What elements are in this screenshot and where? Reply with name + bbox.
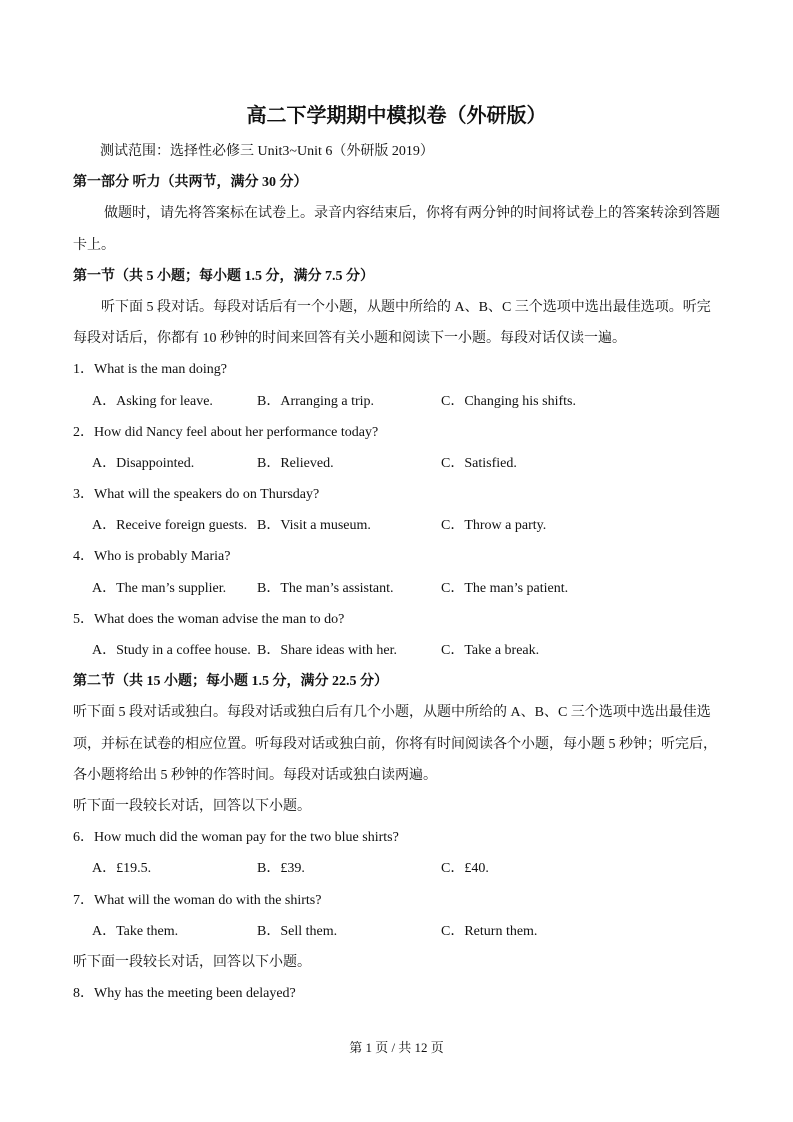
- question-7: 7．What will the woman do with the shirts?: [73, 892, 322, 908]
- question-4-options: [73, 573, 723, 604]
- option-a: A．Receive foreign guests.: [92, 518, 248, 534]
- option-b: B．Share ideas with her.: [257, 643, 397, 659]
- page-title: 高二下学期期中模拟卷（外研版）: [246, 105, 547, 127]
- question-2: 2．How did Nancy feel about her performance today?: [73, 424, 379, 440]
- option-a: A．Take them.: [92, 923, 179, 939]
- test-scope: 测试范围：选择性必修三 Unit3~Unit 6（外研版 2019）: [100, 144, 434, 159]
- question-3-options: [73, 510, 723, 541]
- option-b: B．Sell them.: [257, 923, 338, 939]
- option-c: C．Changing his shifts.: [441, 393, 576, 409]
- dialogue-intro: 听下面一段较长对话，回答以下小题。: [73, 799, 311, 814]
- question-6-options: [73, 853, 723, 884]
- option-b: B．The man’s assistant.: [257, 580, 394, 596]
- option-a: A．Disappointed.: [92, 455, 195, 471]
- option-a: A．Asking for leave.: [92, 393, 213, 409]
- question-1-options: [73, 386, 723, 417]
- option-c: C．The man’s patient.: [441, 580, 569, 596]
- option-b: B．Arranging a trip.: [257, 393, 375, 409]
- section1-heading: 第一节（共 5 小题；每小题 1.5 分，满分 7.5 分）: [73, 268, 374, 284]
- option-a: A．The man’s supplier.: [92, 580, 227, 596]
- option-c: C．Throw a party.: [441, 518, 547, 534]
- option-b: B．£39.: [257, 861, 305, 877]
- question-1: 1．What is the man doing?: [73, 362, 227, 378]
- option-c: C．Satisfied.: [441, 455, 517, 471]
- option-a: A．Study in a coffee house.: [92, 643, 251, 659]
- question-2-options: [73, 448, 723, 479]
- option-c: C．Return them.: [441, 923, 538, 939]
- part1-instructions: 做题时，请先将答案标在试卷上。录音内容结束后，你将有两分钟的时间将试卷上的答案转涂到答题卡上。: [73, 206, 720, 253]
- section1-instructions: 听下面 5 段对话。每段对话后有一个小题，从题中所给的 A、B、C 三个选项中选出最佳选项。听完每段对话后，你都有 10 秒钟的时间来回答有关小题和阅读下一小题。每段对话仅读一遍。: [73, 299, 711, 347]
- section2-instructions: 听下面 5 段对话或独白。每段对话或独白后有几个小题，从题中所给的 A、B、C 三个选项中选出最佳选项，并标在试卷的相应位置。听每段对话或独白前，你将有时间阅读各个小题，每小题 5 秒钟；听完后，各小题将给出 5 秒钟的作答时间。每段对话或独白读两遍。: [73, 705, 717, 783]
- question-5-options: [73, 635, 723, 666]
- option-a: A．£19.5.: [92, 861, 152, 877]
- question-8: 8．Why has the meeting been delayed?: [73, 986, 296, 1002]
- question-3: 3．What will the speakers do on Thursday?: [73, 487, 320, 503]
- dialogue-intro: 听下面一段较长对话，回答以下小题。: [73, 954, 311, 970]
- question-4: 4．Who is probably Maria?: [73, 549, 231, 565]
- document-body: [73, 136, 723, 1009]
- section2-heading: 第二节（共 15 小题；每小题 1.5 分，满分 22.5 分）: [73, 674, 388, 690]
- page-footer: 第 1 页 / 共 12 页: [349, 1040, 444, 1055]
- question-5: 5．What does the woman advise the man to do?: [73, 611, 345, 627]
- question-7-options: [73, 916, 723, 947]
- option-c: C．Take a break.: [441, 643, 540, 659]
- part1-heading: 第一部分 听力（共两节，满分 30 分）: [73, 175, 308, 191]
- option-b: B．Relieved.: [257, 455, 334, 471]
- option-b: B．Visit a museum.: [257, 518, 371, 534]
- option-c: C．£40.: [441, 861, 489, 877]
- question-6: 6．How much did the woman pay for the two blue shirts?: [73, 830, 399, 846]
